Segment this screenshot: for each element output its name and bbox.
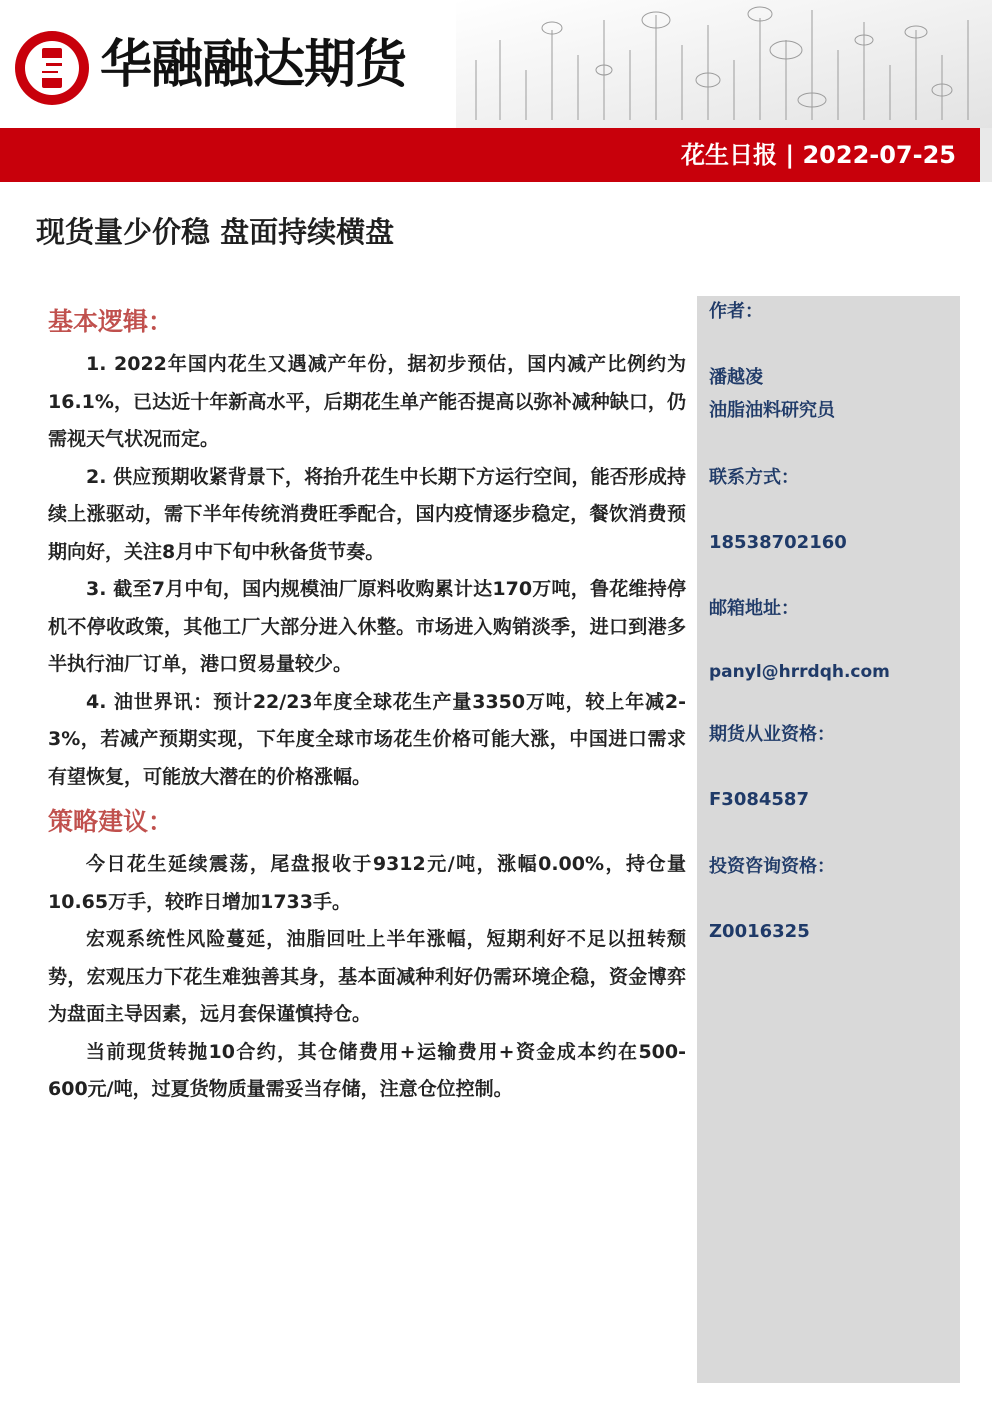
strategy-paragraph: 今日花生延续震荡，尾盘报收于9312元/吨，涨幅0.00%，持仓量10.65万手，较昨日增加1733手。	[48, 853, 686, 913]
page-header	[0, 0, 992, 128]
email-value[interactable]: panyl@hrrdqh.com	[709, 662, 890, 682]
brand-name: 华融融达期货	[100, 35, 407, 95]
report-tag: 花生日报 | 2022-07-25	[681, 141, 956, 169]
logic-paragraph: 1. 2022年国内花生又遇减产年份，据初步预估，国内减产比例约为16.1%，已达近十年新高水平，后期花生单产能否提高以弥补减种缺口，仍需视天气状况而定。	[48, 353, 686, 450]
strategy-paragraph: 宏观系统性风险蔓延，油脂回吐上半年涨幅，短期利好不足以扭转颓势，宏观压力下花生难独善其身，基本面减种利好仍需环境企稳，资金博弈为盘面主导因素，远月套保谨慎持仓。	[48, 928, 686, 1025]
author-label: 作者：	[709, 301, 763, 322]
futures-qualification-label: 期货从业资格：	[709, 724, 835, 745]
logic-paragraph: 2. 供应预期收紧背景下，将抬升花生中长期下方运行空间，能否形成持续上涨驱动，需下半年传统消费旺季配合，国内疫情逐步稳定，餐饮消费预期向好，关注8月中下旬中秋备货节奏。	[48, 465, 686, 563]
decorative-graphic	[456, 0, 992, 128]
contact-value: 18538702160	[709, 532, 847, 553]
logic-paragraph: 3. 截至7月中旬，国内规模油厂原料收购累计达170万吨，鲁花维持停机不停收政策，其他工厂大部分进入休整。市场进入购销淡季，进口到港多半执行油厂订单，港口贸易量较少。	[48, 578, 686, 675]
main-content	[48, 300, 686, 1109]
email-label: 邮箱地址：	[709, 598, 799, 619]
logic-paragraph: 4. 油世界讯：预计22/23年度全球花生产量3350万吨，较上年减2-3%，若减产预期实现，下年度全球市场花生价格可能大涨，中国进口需求有望恢复，可能放大潜在的价格涨幅。	[48, 690, 686, 788]
company-logo-icon	[12, 28, 92, 108]
author-name: 潘越凌	[709, 367, 763, 388]
advisory-qualification-label: 投资咨询资格：	[709, 856, 835, 877]
page-title: 现货量少价稳 盘面持续横盘	[36, 215, 395, 249]
report-type-band	[0, 128, 980, 182]
advisory-qualification-value: Z0016325	[709, 921, 810, 942]
section-title-strategy: 策略建议：	[48, 807, 174, 836]
author-title: 油脂油料研究员	[709, 400, 835, 421]
section-title-logic: 基本逻辑：	[48, 307, 174, 336]
author-sidebar	[697, 296, 960, 1383]
band-shadow	[980, 128, 992, 182]
strategy-paragraph: 当前现货转抛10合约，其仓储费用+运输费用+资金成本约在500-600元/吨，过夏货物质量需妥当存储，注意仓位控制。	[48, 1040, 686, 1100]
futures-qualification-value: F3084587	[709, 789, 809, 810]
contact-label: 联系方式：	[709, 467, 799, 488]
